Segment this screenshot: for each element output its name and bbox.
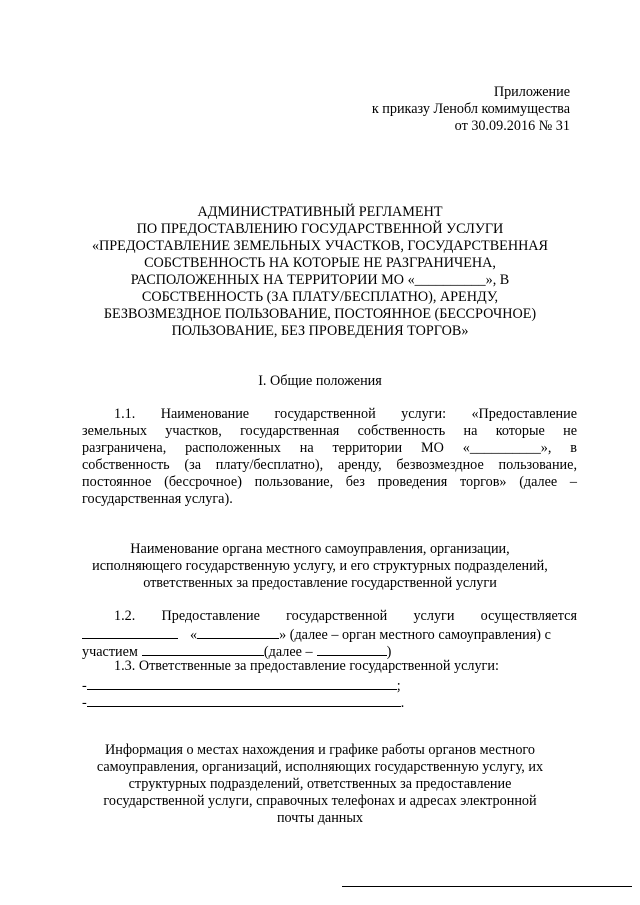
hereinafter-label: (далее –: [263, 644, 313, 660]
subheading-1-line-1: Наименование органа местного самоуправления, организации,: [130, 541, 510, 557]
paragraph-1-3: 1.3. Ответственные за предоставление государственной услуги:: [114, 658, 499, 674]
item-end: ;: [396, 678, 401, 694]
subheading-1-line-3: ответственных за предоставление государственной услуги: [143, 575, 497, 591]
order-date: от 30.09.2016 № 31: [454, 118, 570, 134]
subheading-2-line-1: Информация о местах нахождения и графике работы органов местного: [105, 742, 535, 758]
paragraph-1-2-line-1: 1.2. Предоставление государственной услуги осуществляется: [114, 608, 577, 624]
open-quote: «: [190, 627, 198, 643]
appendix-label: Приложение: [493, 84, 570, 100]
responsible-item-2: [82, 692, 404, 712]
title-line-1: АДМИНИСТРАТИВНЫЙ РЕГЛАМЕНТ: [197, 204, 443, 220]
list-dash: -: [82, 678, 87, 694]
paragraph-1-1-line-3: разграничена, расположенных на территории МО «__________», в: [82, 440, 577, 456]
paragraph-1-1-line-2: земельных участков, государственная собственность на которые не: [82, 423, 577, 439]
subheading-2-line-3: структурных подразделений, ответственных за предоставление: [128, 776, 512, 792]
participation-label: участием: [82, 644, 138, 660]
title-line-7: БЕЗВОЗМЕЗДНОЕ ПОЛЬЗОВАНИЕ, ПОСТОЯННОЕ (БЕССРОЧНОЕ): [103, 306, 537, 322]
title-line-3: «ПРЕДОСТАВЛЕНИЕ ЗЕМЕЛЬНЫХ УЧАСТКОВ, ГОСУДАРСТВЕННАЯ: [91, 238, 549, 254]
paragraph-1-1-line-6: государственная услуга).: [82, 491, 233, 507]
blank-field: [197, 624, 279, 639]
paragraph-1-1-line-1: 1.1. Наименование государственной услуги: «Предоставление: [114, 406, 577, 422]
blank-field: [87, 692, 401, 707]
order-reference: к приказу Ленобл комимущества: [371, 101, 570, 117]
closing-paren: ): [386, 644, 392, 660]
blank-field: [317, 641, 387, 656]
footer-rule: [342, 886, 632, 887]
title-line-6: СОБСТВЕННОСТЬ (ЗА ПЛАТУ/БЕСПЛАТНО), АРЕНДУ,: [141, 289, 499, 305]
title-line-8: ПОЛЬЗОВАНИЕ, БЕЗ ПРОВЕДЕНИЯ ТОРГОВ»: [171, 323, 469, 339]
paragraph-1-1-line-4: собственность (за плату/бесплатно), аренду, безвозмездное пользование,: [82, 457, 577, 473]
subheading-2-line-2: самоуправления, организаций, исполняющих государственную услугу, их: [96, 759, 544, 775]
subheading-2-line-5: почты данных: [276, 810, 364, 826]
blank-field: [87, 675, 397, 690]
subheading-1-line-2: исполняющего государственную услугу, и его структурных подразделений,: [92, 558, 548, 574]
list-dash: -: [82, 695, 87, 711]
title-line-2: ПО ПРЕДОСТАВЛЕНИЮ ГОСУДАРСТВЕННОЙ УСЛУГИ: [136, 221, 504, 237]
blank-field: [142, 641, 264, 656]
title-line-4: СОБСТВЕННОСТЬ НА КОТОРЫЕ НЕ РАЗГРАНИЧЕНА,: [144, 255, 496, 271]
item-end: .: [400, 695, 405, 711]
paragraph-1-1-line-5: постоянное (бессрочное) пользование, без проведения торгов» (далее –: [82, 474, 577, 490]
section-heading: I. Общие положения: [258, 373, 382, 389]
subheading-2-line-4: государственной услуги, справочных телефонах и адресах электронной: [103, 793, 537, 809]
title-line-5: РАСПОЛОЖЕННЫХ НА ТЕРРИТОРИИ МО «__________», В: [130, 272, 510, 288]
blank-field: [82, 624, 178, 639]
paragraph-1-2-line-2-text: » (далее – орган местного самоуправления) с: [279, 627, 551, 643]
